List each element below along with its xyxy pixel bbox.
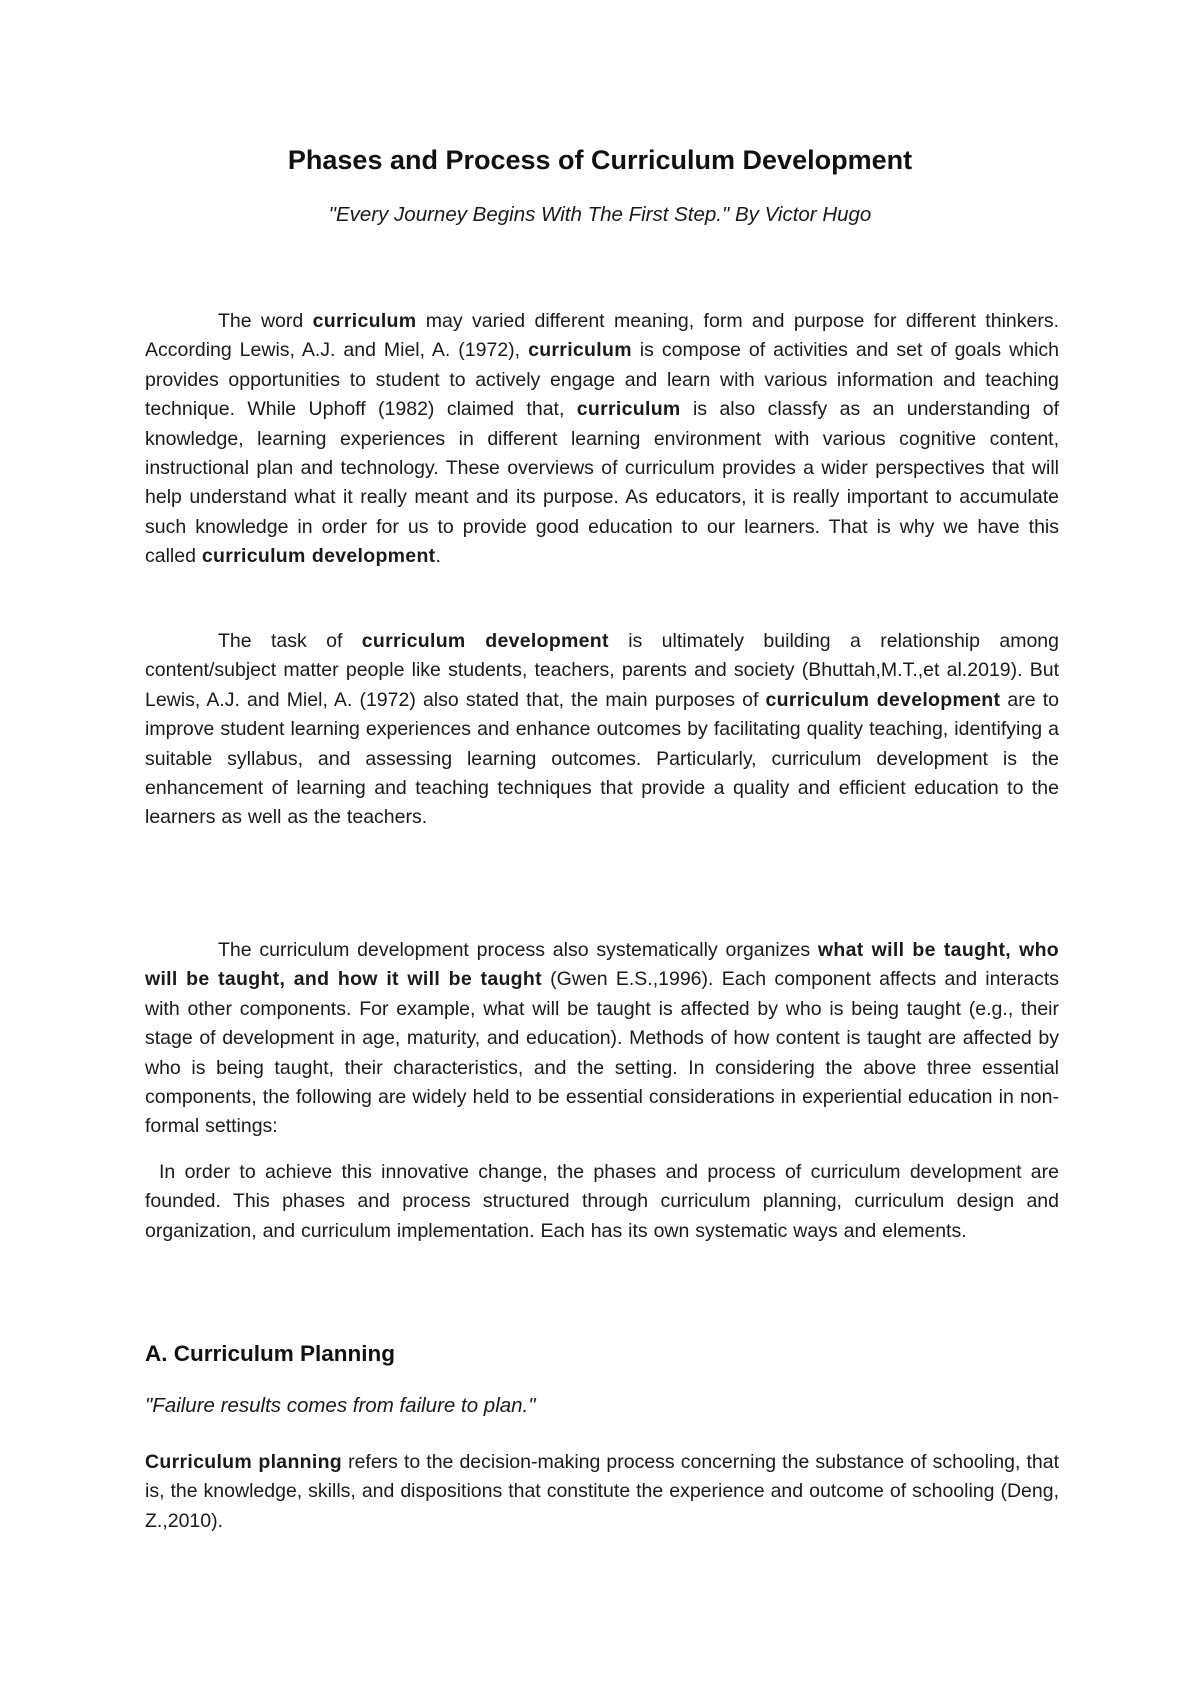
section-quote: "Failure results comes from failure to plan."	[145, 1394, 536, 1417]
paragraph-curriculum-planning	[145, 1448, 1059, 1536]
paragraph-phases: In order to achieve this innovative change, the phases and process of curriculum development are founded. This phases and process structured through curriculum planning, curriculum design and organization, and curriculum implementation. Each has its own systematic ways and elements.	[145, 1161, 1059, 1242]
bold-term: curriculum	[576, 398, 681, 421]
section-heading-curriculum-planning: A. Curriculum Planning	[145, 1341, 396, 1366]
bold-term: curriculum development	[201, 545, 436, 568]
bold-term: curriculum	[312, 310, 417, 332]
bold-term: Curriculum planning	[145, 1451, 343, 1473]
text-run: .	[435, 545, 441, 568]
text-run: is ultimately building a relationship among content/subject matter people like students, teachers, parents and society (Bhuttah,M.T.,et al.2019). But Lewis, A.J. and Miel, A. (1972) also stated that, the main purposes of	[145, 630, 1059, 711]
paragraph-definition	[145, 307, 1059, 572]
paragraph-process	[145, 936, 1059, 1142]
text-run: The curriculum development process also systematically organizes	[218, 939, 818, 961]
text-run: (Gwen E.S.,1996). Each component affects and interacts with other components. For example, what will be taught is affected by who is being taught (e.g., their stage of development in age, maturity, and education). Methods of how content is taught are affected by who is being taught, their characteristics, and the setting. In considering the above three essential components, the following are widely held to be essential considerations in experiential education in non-formal settings:	[145, 968, 1059, 1138]
paragraph-task	[145, 627, 1059, 833]
text-run: is also classfy as an understanding of knowledge, learning experiences in different learning environment with various cognitive content, instructional plan and technology. These overviews of curriculum provides a wider perspectives that will help understand what it really meant and its purpose. As educators, it is really important to accumulate such knowledge in order for us to provide good education to our learners. That is why we have this called	[145, 398, 1059, 568]
text-run: The word	[218, 310, 313, 332]
bold-term: curriculum development	[361, 630, 609, 652]
bold-term: curriculum	[528, 339, 632, 362]
text-run: are to improve student learning experiences and enhance outcomes by facilitating quality teaching, identifying a suitable syllabus, and assessing learning outcomes. Particularly, curriculum development is the enhancement of learning and teaching techniques that provide a quality and efficient education to the learners as well as the teachers.	[145, 688, 1059, 829]
text-run: may varied different meaning, form and purpose for different thinkers. According Lewis, A.J. and Miel, A. (1972),	[145, 310, 1060, 362]
bold-term: what will be taught, who will be taught, and how it will be taught	[145, 939, 1059, 991]
text-run: is compose of activities and set of goals which provides opportunities to student to actively engage and learn with various information and teaching technique. While Uphoff (1982) claimed that,	[145, 339, 1059, 421]
epigraph-quote: "Every Journey Begins With The First Step." By Victor Hugo	[328, 203, 872, 226]
bold-term: curriculum development	[765, 688, 1001, 711]
document-title: Phases and Process of Curriculum Development	[287, 145, 913, 175]
text-run: The task of	[218, 630, 362, 652]
text-run: refers to the decision-making process concerning the substance of schooling, that is, the knowledge, skills, and dispositions that constitute the experience and outcome of schooling (Deng, Z.,2010).	[145, 1451, 1059, 1532]
